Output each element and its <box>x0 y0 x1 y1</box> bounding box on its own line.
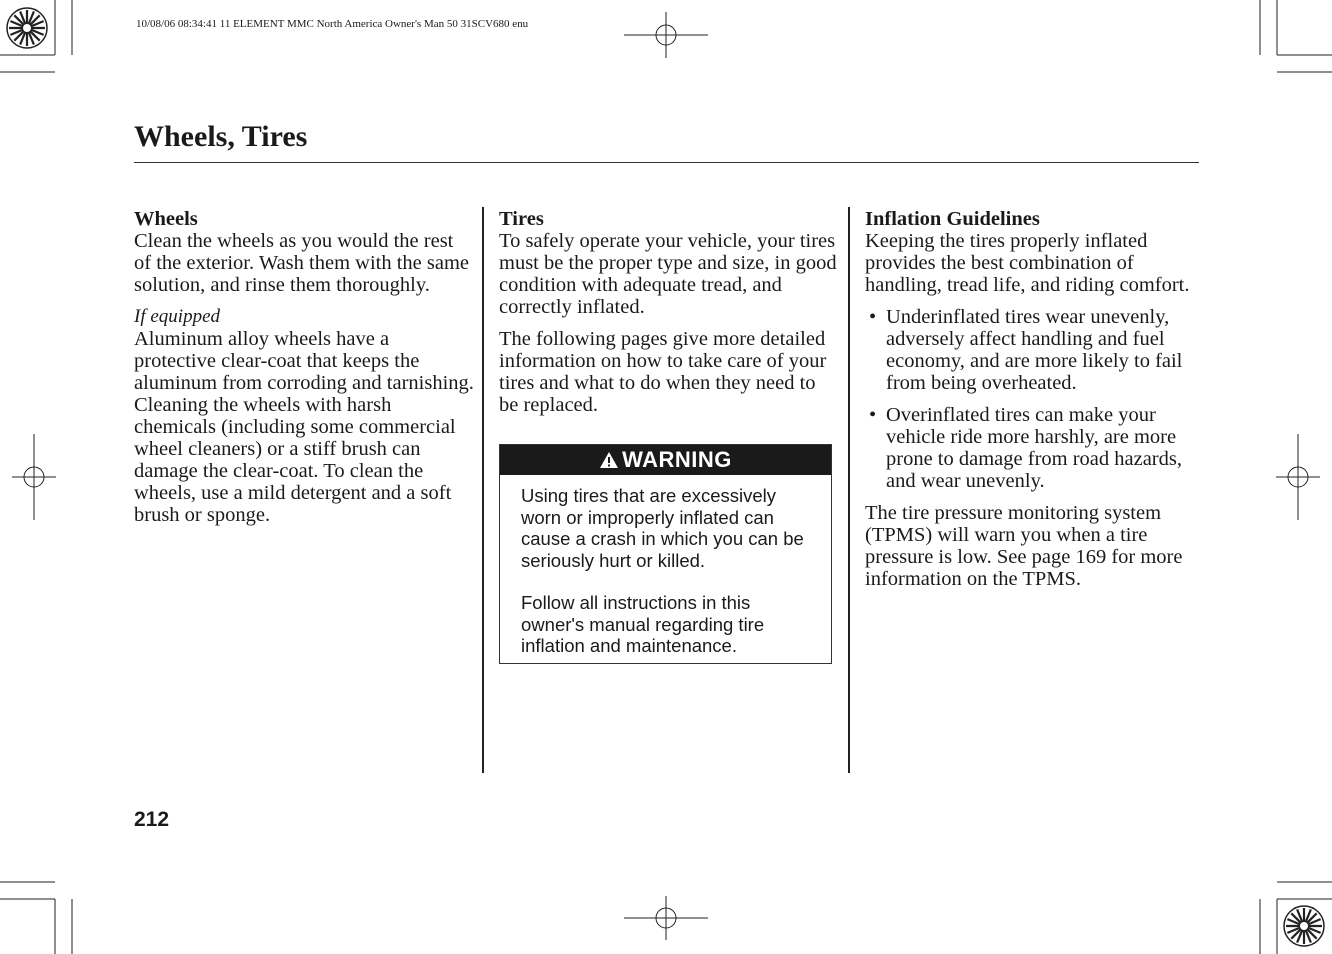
bullet-icon: • <box>869 404 877 426</box>
heading-inflation-guidelines: Inflation Guidelines <box>865 208 1040 230</box>
registration-mark-right <box>1276 434 1320 520</box>
column-wheels <box>134 208 474 536</box>
warning-label: WARNING <box>622 447 732 472</box>
warning-box <box>499 444 832 664</box>
column-divider <box>482 207 484 773</box>
title-rule <box>134 162 1199 163</box>
inflation-bullet-list <box>865 306 1205 492</box>
warning-triangle-icon <box>599 451 619 469</box>
warning-body <box>500 475 831 657</box>
page-number: 212 <box>134 808 170 831</box>
bullet-underinflated: Underinflated tires wear unevenly, adversely affect handling and fuel economy, and are more likely to fail from being overheated. <box>886 306 1183 394</box>
alloy-wheels-paragraph: Aluminum alloy wheels have a protective clear-coat that keeps the aluminum from corroding and tarnishing. Cleaning the wheels with harsh chemicals (including some commercial wheel cleaners) or a stiff brush can damage the clear-coat. To clean the wheels, use a mild detergent and a soft brush or sponge. <box>134 328 474 526</box>
page-title: Wheels, Tires <box>134 120 308 153</box>
registration-mark-bottom <box>624 896 708 940</box>
bullet-overinflated: Overinflated tires can make your vehicle ride more harshly, are more prone to damage from road hazards, and wear unevenly. <box>886 404 1182 492</box>
tires-following-pages-paragraph: The following pages give more detailed information on how to take care of your tires and what to do when they need to be replaced. <box>499 328 827 416</box>
list-item <box>865 404 1205 492</box>
starburst-target-top-left <box>7 8 47 48</box>
inflation-intro-paragraph: Keeping the tires properly inflated provides the best combination of handling, tread life, and riding comfort. <box>865 230 1190 296</box>
bullet-icon: • <box>869 306 877 328</box>
registration-mark-top <box>624 12 708 58</box>
warning-text-instructions: Follow all instructions in this owner's manual regarding tire inflation and maintenance. <box>521 592 765 656</box>
tpms-paragraph: The tire pressure monitoring system (TPMS) will warn you when a tire pressure is low. See page 169 for more information on the TPMS. <box>865 502 1183 590</box>
column-divider <box>848 207 850 773</box>
list-item <box>865 306 1205 394</box>
wheels-cleaning-paragraph: Clean the wheels as you would the rest of the exterior. Wash them with the same solution, and rinse them thoroughly. <box>134 230 469 296</box>
print-slug-header: 10/08/06 08:34:41 11 ELEMENT MMC North America Owner's Man 50 31SCV680 enu <box>136 18 529 30</box>
column-tires <box>499 208 839 426</box>
if-equipped-label: If equipped <box>134 306 221 327</box>
starburst-target-bottom-right <box>1284 906 1324 946</box>
registration-mark-left <box>12 434 56 520</box>
warning-header <box>500 445 831 475</box>
column-inflation <box>865 208 1205 600</box>
tires-intro-paragraph: To safely operate your vehicle, your tires must be the proper type and size, in good condition with adequate tread, and correctly inflated. <box>499 230 837 318</box>
heading-wheels: Wheels <box>134 208 198 230</box>
heading-tires: Tires <box>499 208 544 230</box>
warning-text-crash: Using tires that are excessively worn or improperly inflated can cause a crash in which you can be seriously hurt or killed. <box>521 485 804 571</box>
